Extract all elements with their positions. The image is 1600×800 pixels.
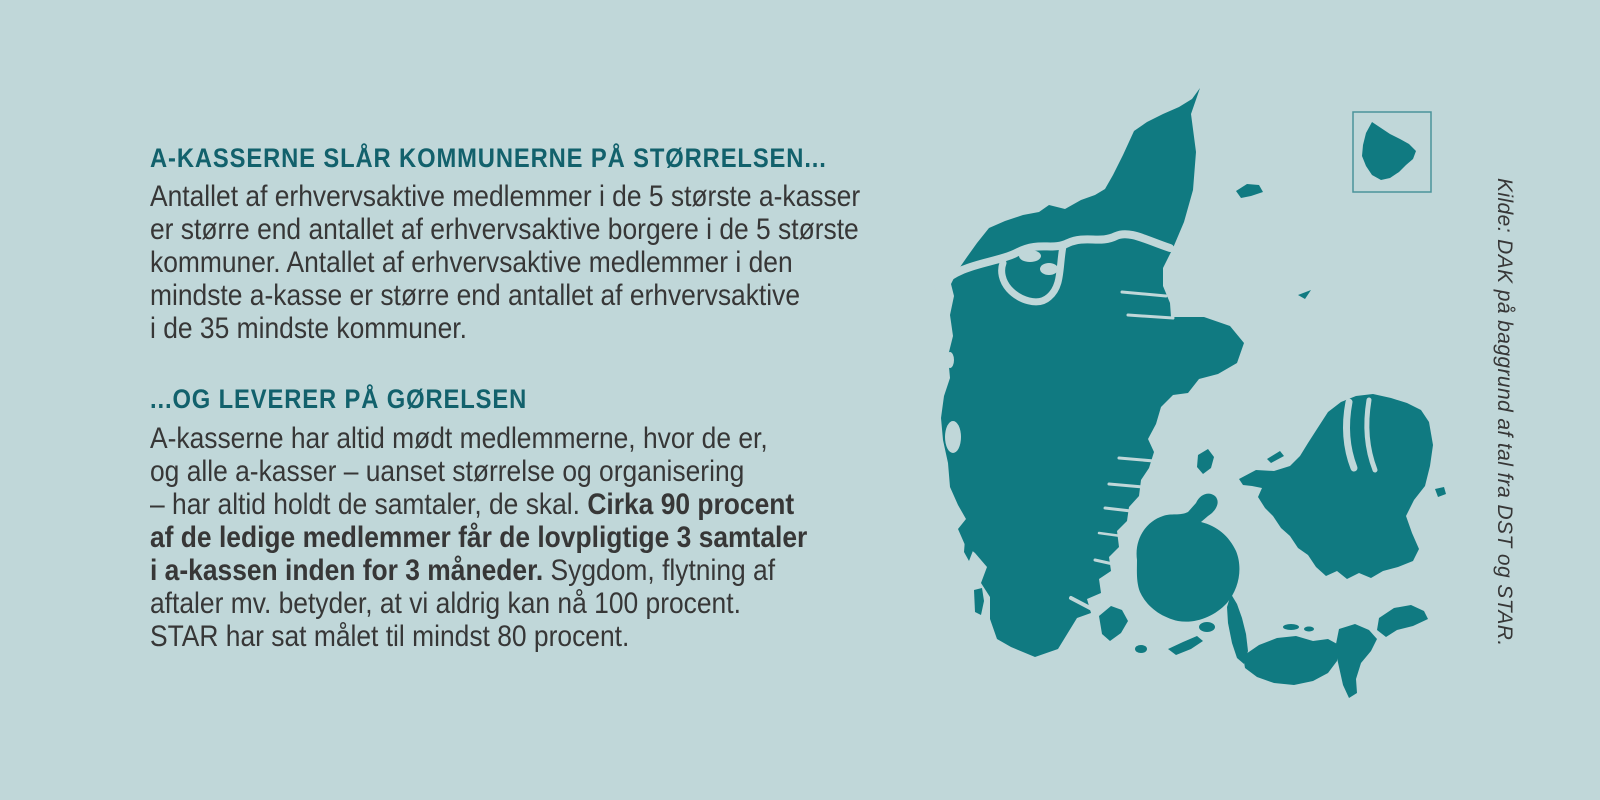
region-samsoe xyxy=(1197,449,1214,474)
text-segment-bold: i a-kassen inden for 3 måneder. xyxy=(150,554,544,587)
section-1-heading: A-KASSERNE SLÅR KOMMUNERNE PÅ STØRRELSEN... xyxy=(150,143,827,173)
region-lolland xyxy=(1243,636,1339,685)
text-segment: og alle a-kasser – uanset størrelse og organisering xyxy=(150,455,745,488)
text-line xyxy=(150,488,860,521)
text-line xyxy=(150,620,860,653)
text-segment: Sygdom, flytning af xyxy=(543,554,776,587)
small-island xyxy=(1283,624,1299,630)
region-roemoe xyxy=(974,588,984,615)
text-line: i de 35 mindste kommuner. xyxy=(150,312,467,345)
text-segment-bold: Cirka 90 procent xyxy=(587,488,795,521)
text-line xyxy=(150,422,860,455)
text-segment-bold: af de ledige medlemmer får de lovpligtige 3 samtaler xyxy=(150,521,808,554)
text-line: mindste a-kasse er større end antallet af erhvervsaktive xyxy=(150,279,801,312)
section-2-heading: ...OG LEVERER PÅ GØRELSEN xyxy=(150,384,528,414)
text-segment: STAR har sat målet til mindst 80 procent. xyxy=(150,620,630,653)
text-segment: aftaler mv. betyder, at vi aldrig kan nå 100 procent. xyxy=(150,587,741,620)
region-aeroe xyxy=(1168,636,1203,655)
text-column xyxy=(150,145,860,653)
text-line xyxy=(150,521,860,554)
region-taasinge xyxy=(1199,622,1215,632)
text-line xyxy=(150,554,860,587)
limfjord-broad xyxy=(1019,250,1041,262)
region-falster xyxy=(1335,624,1377,698)
text-line xyxy=(150,455,860,488)
limfjord-broad xyxy=(1040,263,1058,275)
nissum-fjord xyxy=(946,352,954,368)
text-segment: A-kasserne har altid mødt medlemmerne, hvor de er, xyxy=(150,422,768,455)
small-island xyxy=(1304,627,1314,632)
region-sejeroe xyxy=(1267,451,1284,463)
text-line: kommuner. Antallet af erhvervsaktive medlemmer i den xyxy=(150,246,793,279)
region-moen xyxy=(1377,605,1428,637)
region-bornholm xyxy=(1362,122,1416,180)
text-line: er større end antallet af erhvervsaktive borgere i de 5 største xyxy=(150,213,859,246)
ringkobing-fjord xyxy=(945,421,961,453)
region-laesoe xyxy=(1236,184,1263,198)
source-note: Kilde: DAK på baggrund af tal fra DST og STAR. xyxy=(1493,178,1516,647)
small-island xyxy=(1135,645,1147,653)
text-segment: – har altid holdt de samtaler, de skal. xyxy=(150,488,588,521)
region-amager xyxy=(1435,487,1446,497)
text-line xyxy=(150,587,860,620)
region-fyn xyxy=(1137,494,1240,622)
region-anholt xyxy=(1298,290,1311,299)
region-langeland xyxy=(1227,594,1248,664)
text-line: Antallet af erhvervsaktive medlemmer i de 5 største a-kasser xyxy=(150,180,861,213)
region-als xyxy=(1099,606,1128,641)
region-sjaelland xyxy=(1239,394,1433,579)
